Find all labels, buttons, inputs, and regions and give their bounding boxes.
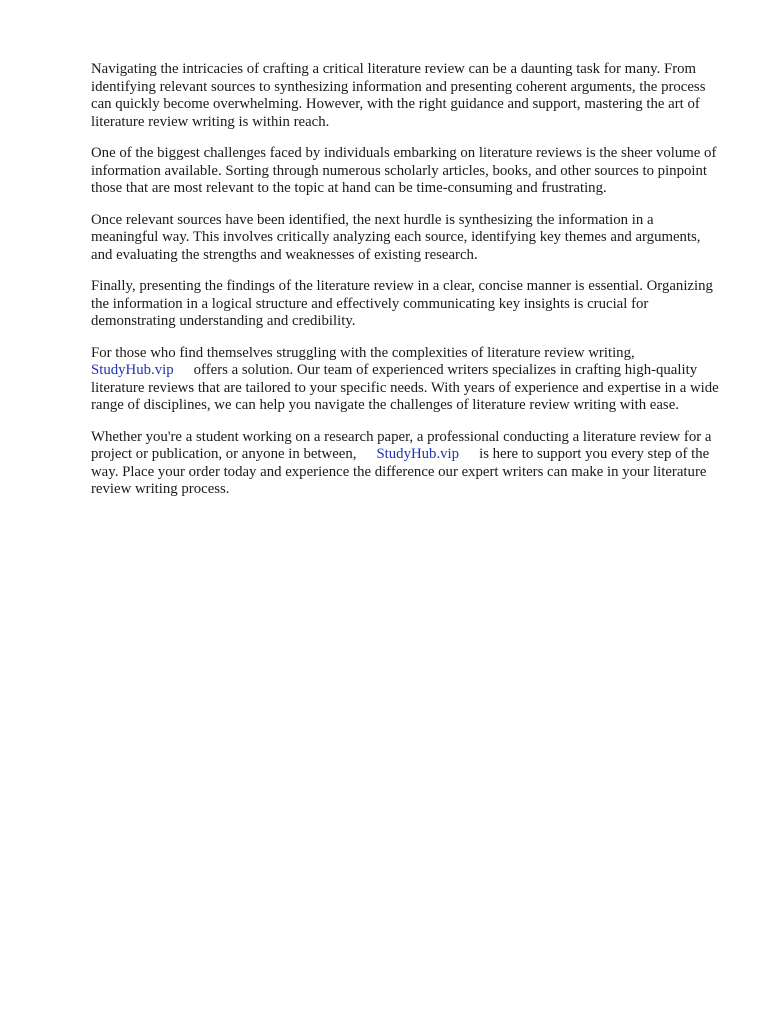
paragraph-presentation: Finally, presenting the findings of the literature review in a clear, concise manner is essential. Organizing the information in a logical structure and effectively communicating key insights is crucial for demonstrating understanding and credibility. [91, 278, 713, 329]
paragraph-solution [91, 345, 723, 415]
paragraph-intro: Navigating the intricacies of crafting a critical literature review can be a daunting task for many. From identifying relevant sources to synthesizing information and presenting coherent arguments, the process can quickly become overwhelming. However, with the right guidance and support, mastering the art of literature review writing is within reach. [91, 61, 706, 130]
studyhub-link[interactable]: StudyHub.vip [376, 446, 460, 462]
document-body [91, 61, 723, 513]
studyhub-link[interactable]: StudyHub.vip [91, 362, 174, 378]
paragraph-closing [91, 429, 723, 499]
paragraph-challenges: One of the biggest challenges faced by individuals embarking on literature reviews is the sheer volume of information available. Sorting through numerous scholarly articles, books, and other sources to pinpoint those that are most relevant to the topic at hand can be time-consuming and frustrating. [91, 145, 717, 196]
paragraph-closing-rest: is here to support you every step of the way. Place your order today and experience the difference our expert writers can make in your literature review writing process. [91, 446, 710, 497]
paragraph-closing-lead: Whether you're a student working on a research paper, a professional conducting a literature review for a project or publication, or anyone in between, [91, 428, 712, 462]
paragraph-solution-rest: offers a solution. Our team of experienced writers specializes in crafting high-quality literature reviews that are tailored to your specific needs. With years of experience and expertise in a wide range of disciplines, we can help you navigate the challenges of literature review writing with ease. [91, 362, 719, 413]
paragraph-synthesis: Once relevant sources have been identified, the next hurdle is synthesizing the information in a meaningful way. This involves critically analyzing each source, identifying key themes and arguments, and evaluating the strengths and weaknesses of existing research. [91, 211, 701, 263]
paragraph-solution-lead: For those who find themselves struggling with the complexities of literature review writing, [91, 344, 635, 361]
